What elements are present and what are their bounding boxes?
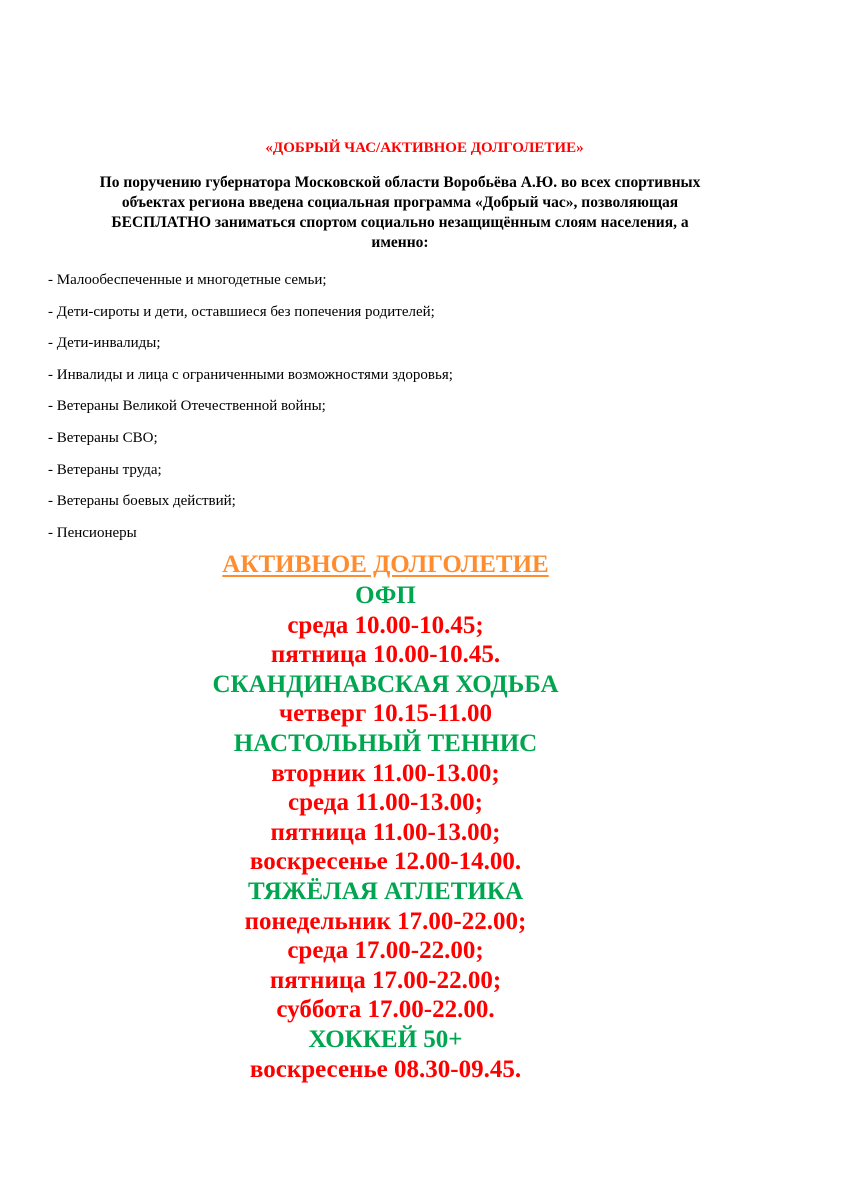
list-item: - Малообеспеченные и многодетные семьи; <box>48 272 327 288</box>
list-item: - Ветераны боевых действий; <box>48 493 236 510</box>
intro-line: объектах региона введена социальная программа «Добрый час», позволяющая <box>121 194 679 211</box>
schedule-time: вторник 11.00-13.00; <box>271 759 500 787</box>
activity-title: ХОККЕЙ 50+ <box>308 1025 463 1053</box>
page-title: «ДОБРЫЙ ЧАС/АКТИВНОЕ ДОЛГОЛЕТИЕ» <box>265 140 584 156</box>
schedule-time: суббота 17.00-22.00. <box>276 996 495 1024</box>
activity-title: НАСТОЛЬНЫЙ ТЕННИС <box>233 729 538 757</box>
intro-line: По поручению губернатора Московской области Воробьёва А.Ю. во всех спортивных <box>99 174 701 191</box>
list-item: - Пенсионеры <box>48 524 137 541</box>
schedule-time: пятница 11.00-13.00; <box>270 818 501 846</box>
schedule-time: среда 10.00-10.45; <box>287 611 484 639</box>
list-item: - Дети-сироты и дети, оставшиеся без попечения родителей; <box>48 303 435 320</box>
schedule-time: воскресенье 08.30-09.45. <box>249 1055 522 1083</box>
schedule-time: среда 11.00-13.00; <box>288 789 483 817</box>
list-item: - Ветераны труда; <box>48 461 162 478</box>
list-item: - Ветераны Великой Отечественной войны; <box>48 398 326 415</box>
activity-title: ОФП <box>355 582 416 609</box>
schedule-time: четверг 10.15-11.00 <box>278 700 493 728</box>
activity-title: ТЯЖЁЛАЯ АТЛЕТИКА <box>247 877 524 905</box>
activity-title: СКАНДИНАВСКАЯ ХОДЬБА <box>212 670 559 698</box>
list-item: - Инвалиды и лица с ограниченными возможностями здоровья; <box>48 366 453 383</box>
schedule-time: понедельник 17.00-22.00; <box>244 907 527 935</box>
intro-paragraph <box>50 173 750 253</box>
list-item: - Ветераны СВО; <box>48 429 158 446</box>
schedule-time: среда 17.00-22.00; <box>287 937 484 965</box>
schedule-block <box>0 549 771 1084</box>
intro-line: именно: <box>371 234 429 251</box>
eligible-groups-list <box>48 271 453 555</box>
list-item: - Дети-инвалиды; <box>48 335 161 352</box>
intro-line: БЕСПЛАТНО заниматься спортом социально незащищённым слоям населения, а <box>111 214 689 231</box>
schedule-heading: АКТИВНОЕ ДОЛГОЛЕТИЕ <box>222 551 549 578</box>
schedule-time: воскресенье 12.00-14.00. <box>249 848 522 876</box>
schedule-time: пятница 10.00-10.45. <box>270 641 501 669</box>
schedule-time: пятница 17.00-22.00; <box>269 966 502 994</box>
